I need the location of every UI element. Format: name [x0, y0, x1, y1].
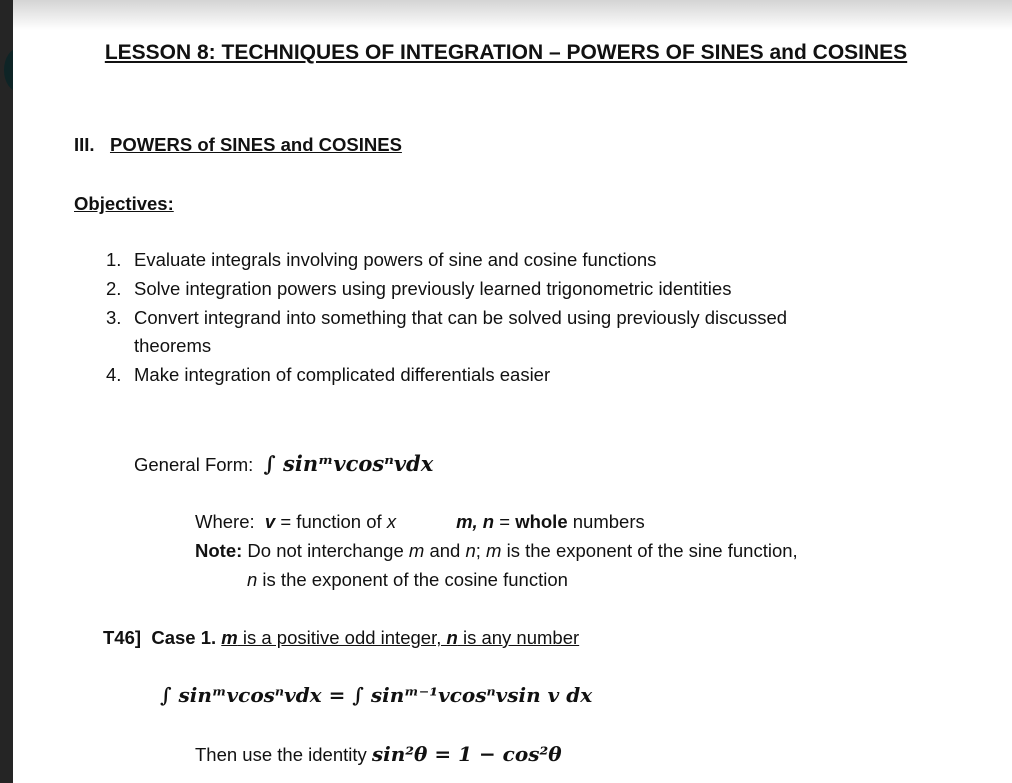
list-text: Evaluate integrals involving powers of sine and cosine functions	[134, 249, 657, 270]
note-text: Do not interchange	[247, 540, 409, 561]
var-m: m	[408, 540, 425, 561]
case-text: is a positive odd integer,	[237, 627, 447, 648]
var-n: n	[465, 540, 476, 561]
identity-text: Then use the identity	[195, 744, 372, 765]
note-text: ;	[475, 540, 487, 561]
var-x: x	[386, 511, 397, 532]
list-text: Solve integration powers using previously learned trigonometric identities	[134, 278, 732, 299]
numbers-word: numbers	[567, 511, 645, 532]
var-mn: m, n	[456, 511, 495, 532]
case-tag: T46]	[103, 627, 142, 648]
note-text: is the exponent of the cosine function	[257, 569, 568, 590]
top-shadow	[13, 0, 1012, 30]
list-text: Convert integrand into something that can be solved using previously discussed	[134, 307, 788, 328]
var-m: m	[221, 627, 238, 648]
case1-heading	[103, 627, 579, 649]
section-number: III.	[74, 134, 95, 155]
where-label: Where:	[195, 511, 255, 532]
general-form	[134, 451, 433, 476]
list-number: 4.	[106, 364, 122, 385]
note-text: and	[424, 540, 466, 561]
var-m: m	[486, 540, 502, 561]
title-text: LESSON 8: TECHNIQUES OF INTEGRATION – POWERS OF SINES and COSINES	[104, 41, 908, 64]
whole-word: whole	[515, 511, 568, 532]
general-form-formula: ∫ sinᵐvcosⁿvdx	[263, 451, 434, 476]
list-number: 3.	[106, 307, 122, 328]
objectives-heading: Objectives:	[74, 193, 174, 214]
section-title: POWERS of SINES and COSINES	[109, 134, 402, 155]
list-text: theorems	[134, 335, 212, 356]
note-label: Note:	[195, 540, 243, 561]
var-v: v	[264, 511, 276, 532]
var-n: n	[247, 569, 258, 590]
list-number: 1.	[106, 249, 122, 270]
where-line	[195, 511, 645, 533]
case1-formula: ∫ sinᵐvcosⁿvdx = ∫ sinᵐ⁻¹vcosⁿvsin v dx	[160, 683, 593, 707]
case-condition	[221, 627, 579, 648]
section-heading	[74, 134, 402, 156]
list-text: Make integration of complicated differentials easier	[134, 364, 551, 385]
var-n: n	[446, 627, 458, 648]
identity-formula: sin²θ = 1 − cos²θ	[371, 742, 562, 766]
note-text: is the exponent of the sine function,	[501, 540, 798, 561]
note-line	[195, 540, 798, 562]
case-label: Case 1.	[151, 627, 217, 648]
eq: =	[494, 511, 516, 532]
list-number: 2.	[106, 278, 122, 299]
case-text: is any number	[457, 627, 580, 648]
v-def: = function of	[275, 511, 387, 532]
page-title	[0, 40, 1012, 65]
note-line-continuation	[247, 569, 568, 591]
general-form-label: General Form:	[134, 454, 254, 475]
identity-line	[195, 742, 562, 766]
